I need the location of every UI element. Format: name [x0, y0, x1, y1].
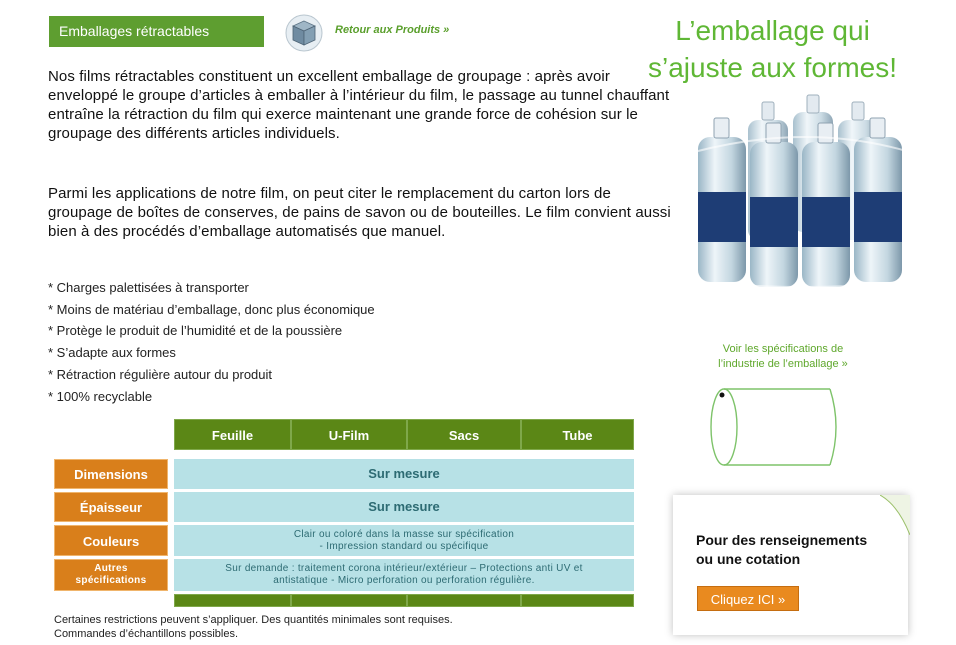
link-line: l’industrie de l’emballage » [718, 358, 848, 370]
page-curl-icon [880, 495, 910, 535]
intro-paragraph: Nos films rétractables constituent un excellent emballage de groupage : après avoir enveloppé le groupe d’articles à emballer à l’intérieur du film, le passage au tunnel chauffant entraîne la rétraction du film qui exerce maintenant une grande force de cohésion sur le groupage des différents articles individuels. [48, 68, 670, 142]
row-header-couleurs: Couleurs [54, 525, 168, 556]
table-cell-line: Clair ou coloré dans la masse sur spécification [293, 529, 515, 540]
feature-list [48, 277, 375, 407]
table-cell-line: Sur demande : traitement corona intérieur/extérieur – Protections anti UV et [225, 563, 583, 574]
row-header-line: Autres [94, 563, 128, 574]
list-item: * Rétraction régulière autour du produit [48, 366, 273, 382]
list-item: * S’adapte aux formes [48, 345, 176, 361]
table-cell-line: - Impression standard ou spécifique [319, 541, 489, 552]
card-title-line: ou une cotation [696, 551, 801, 567]
water-bottles-image [688, 92, 928, 290]
table-cell-epaisseur: Sur mesure [174, 492, 634, 522]
column-header-sacs: Sacs [407, 419, 521, 450]
column-header-u-film: U-Film [291, 419, 407, 450]
restrictions-note [54, 613, 453, 641]
applications-paragraph: Parmi les applications de notre film, on peut citer le remplacement du carton lors de groupage de boîtes de conserves, de pains de savon ou de bouteilles. Le film convient aussi bien à des procédés d’emballage automatisés que manuel. [48, 185, 671, 240]
list-item: * Moins de matériau d’emballage, donc plus économique [48, 301, 375, 317]
list-item: * Charges palettisées à transporter [48, 280, 249, 295]
section-tag: Emballages rétractables [49, 16, 264, 47]
film-roll-icon [708, 383, 846, 471]
table-footer-cell [174, 594, 291, 607]
row-header-autres-specifications [54, 559, 168, 591]
list-item: * 100% recyclable [48, 388, 153, 404]
note-line: Certaines restrictions peuvent s’appliquer. Des quantités minimales sont requises. [54, 614, 453, 626]
table-cell-autres-specifications [174, 559, 634, 591]
list-item: * Protège le produit de l’humidité et de la poussière [48, 323, 343, 339]
table-footer-cell [521, 594, 634, 607]
note-line: Commandes d’échantillons possibles. [54, 628, 239, 640]
click-here-button[interactable]: Cliquez ICI » [697, 586, 799, 611]
table-cell-couleurs [174, 525, 634, 556]
row-header-line: spécifications [75, 575, 147, 586]
column-header-feuille: Feuille [174, 419, 291, 450]
back-to-products-link[interactable]: Retour aux Produits » [335, 24, 450, 36]
table-cell-line: antistatique - Micro perforation ou perforation régulière. [273, 575, 535, 586]
table-footer-cell [407, 594, 521, 607]
row-header-epaisseur: Épaisseur [54, 492, 168, 522]
table-footer-cell [291, 594, 407, 607]
headline-line-2: s’ajuste aux formes! [648, 52, 897, 83]
card-title-line: Pour des renseignements [696, 532, 868, 548]
box-icon[interactable] [285, 14, 323, 52]
table-cell-dimensions: Sur mesure [174, 459, 634, 489]
column-header-tube: Tube [521, 419, 634, 450]
link-line: Voir les spécifications de [722, 343, 844, 355]
quote-card-title [696, 531, 901, 569]
industry-specs-link[interactable] [688, 342, 878, 372]
row-header-dimensions: Dimensions [54, 459, 168, 489]
headline-line-1: L’emballage qui [675, 15, 870, 46]
